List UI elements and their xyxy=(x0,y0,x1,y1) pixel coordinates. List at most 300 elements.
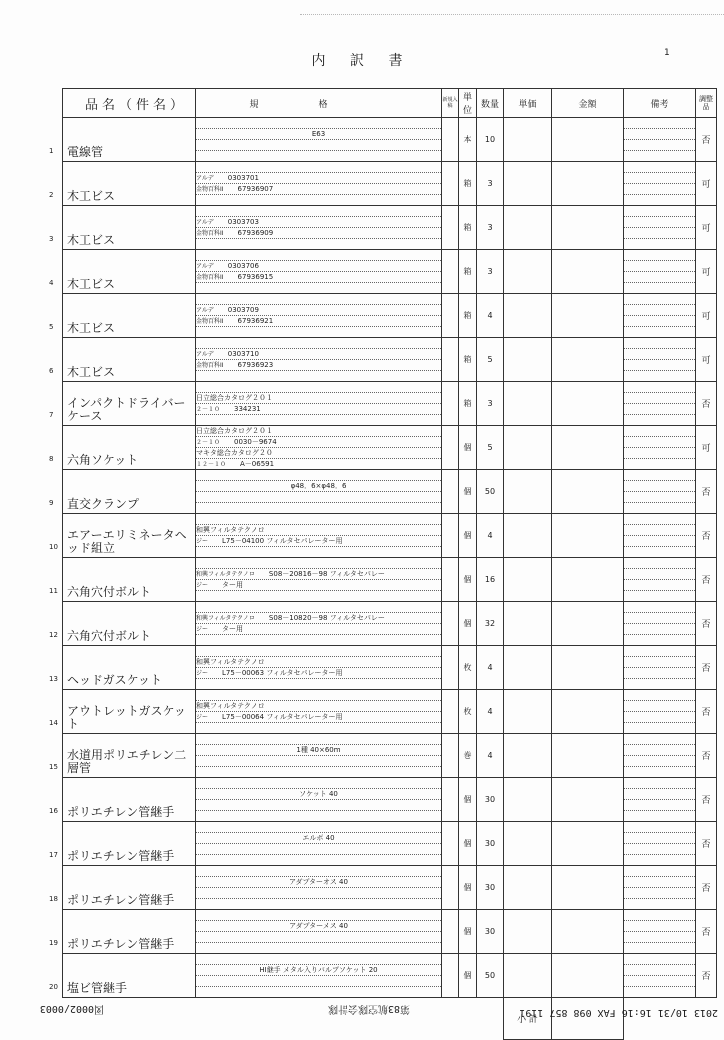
item-name-cell xyxy=(49,206,196,250)
qty-cell: 4 xyxy=(477,646,504,690)
item-name-cell xyxy=(49,426,196,470)
amount-cell xyxy=(552,206,624,250)
spec-cell xyxy=(196,206,442,250)
remarks-line xyxy=(624,118,695,129)
new-flag-cell xyxy=(442,602,459,646)
unit-price-cell xyxy=(504,778,552,822)
amount-cell xyxy=(552,558,624,602)
row-number: 2 xyxy=(49,191,54,199)
remarks-cell xyxy=(624,514,696,558)
page-title: 内 訳 書 xyxy=(311,53,413,69)
remarks-line xyxy=(624,965,695,976)
new-flag-cell xyxy=(442,470,459,514)
spec-line xyxy=(196,987,441,997)
remarks-line xyxy=(624,877,695,888)
spec-maker: アルデ xyxy=(196,307,214,314)
amount-cell xyxy=(552,866,624,910)
spec-line xyxy=(196,206,441,217)
qty-cell: 4 xyxy=(477,734,504,778)
remarks-line xyxy=(624,294,695,305)
remarks-line xyxy=(624,492,695,503)
qty-cell: 30 xyxy=(477,822,504,866)
unit-price-cell xyxy=(504,250,552,294)
spec-code: 67936915 xyxy=(237,273,274,281)
new-flag-cell xyxy=(442,162,459,206)
spec-code: 0303703 xyxy=(227,218,259,226)
spec-line xyxy=(196,569,441,580)
spec-line xyxy=(196,327,441,337)
remarks-line xyxy=(624,800,695,811)
adjust-cell: 可 xyxy=(696,294,717,338)
amount-cell xyxy=(552,426,624,470)
row-number: 17 xyxy=(49,851,58,859)
item-name-cell xyxy=(49,250,196,294)
adjust-cell: 可 xyxy=(696,162,717,206)
spec-cell xyxy=(196,646,442,690)
remarks-line xyxy=(624,767,695,777)
qty-cell: 30 xyxy=(477,910,504,954)
unit-price-cell xyxy=(504,866,552,910)
remarks-cell xyxy=(624,162,696,206)
new-flag-cell xyxy=(442,382,459,426)
row-number: 19 xyxy=(49,939,58,947)
row-number: 9 xyxy=(49,499,54,507)
unit-price-cell xyxy=(504,558,552,602)
item-name-cell xyxy=(49,514,196,558)
col-header-unit: 単位 xyxy=(459,89,477,118)
spec-line: アダプターメス 40 xyxy=(196,921,441,932)
row-number: 14 xyxy=(49,719,58,727)
spec-code: 0303710 xyxy=(227,350,259,358)
qty-cell: 30 xyxy=(477,778,504,822)
unit-cell: 個 xyxy=(459,866,477,910)
new-flag-cell xyxy=(442,954,459,998)
unit-cell: 枚 xyxy=(459,646,477,690)
item-name: 水道用ポリエチレン二層管 xyxy=(67,748,187,775)
spec-cell xyxy=(196,690,442,734)
remarks-line xyxy=(624,657,695,668)
remarks-line xyxy=(624,338,695,349)
spec-cell xyxy=(196,910,442,954)
spec-cell xyxy=(196,250,442,294)
qty-cell: 30 xyxy=(477,866,504,910)
item-name: インパクトドライバーケース xyxy=(67,396,186,423)
table-row xyxy=(63,382,717,426)
remarks-line xyxy=(624,195,695,205)
table-row xyxy=(63,910,717,954)
table-row xyxy=(63,250,717,294)
adjust-cell: 否 xyxy=(696,558,717,602)
fax-timestamp: 2013 10/31 16:16 FAX 098 857 1191 xyxy=(519,1007,718,1018)
qty-cell: 3 xyxy=(477,162,504,206)
remarks-line xyxy=(624,712,695,723)
spec-code: 0303706 xyxy=(227,262,259,270)
col-header-spec: 規格 xyxy=(196,89,442,118)
remarks-line xyxy=(624,305,695,316)
unit-cell: 個 xyxy=(459,954,477,998)
spec-line xyxy=(196,910,441,921)
item-name: 木工ビス xyxy=(67,321,116,335)
col-header-new: 新規入稿 xyxy=(442,89,459,118)
spec-maker: ジー xyxy=(196,670,209,677)
item-name-cell xyxy=(49,910,196,954)
spec-line xyxy=(196,591,441,601)
spec-line: 日立総合カタログ２０１ xyxy=(196,393,441,404)
spec-line xyxy=(196,800,441,811)
unit-cell: 個 xyxy=(459,778,477,822)
spec-code: ター用 xyxy=(222,581,244,589)
unit-cell: 個 xyxy=(459,558,477,602)
new-flag-cell xyxy=(442,118,459,162)
spec-line xyxy=(196,635,441,645)
remarks-line xyxy=(624,217,695,228)
table-row xyxy=(63,426,717,470)
spec-code: 67936907 xyxy=(237,185,274,193)
remarks-line xyxy=(624,976,695,987)
spec-line xyxy=(196,690,441,701)
remarks-line xyxy=(624,558,695,569)
remarks-line xyxy=(624,690,695,701)
unit-price-cell xyxy=(504,162,552,206)
remarks-cell xyxy=(624,602,696,646)
spec-line xyxy=(196,943,441,953)
remarks-line xyxy=(624,283,695,293)
fax-page-count: 図0002/0003 xyxy=(39,1003,104,1014)
remarks-line xyxy=(624,239,695,249)
remarks-line xyxy=(624,415,695,425)
spec-line xyxy=(196,250,441,261)
spec-line xyxy=(196,173,441,184)
item-name-cell xyxy=(49,822,196,866)
remarks-line xyxy=(624,943,695,953)
remarks-line xyxy=(624,173,695,184)
remarks-line xyxy=(624,360,695,371)
new-flag-cell xyxy=(442,690,459,734)
remarks-line xyxy=(624,679,695,689)
remarks-line xyxy=(624,162,695,173)
row-number: 18 xyxy=(49,895,58,903)
table-row xyxy=(63,206,717,250)
item-name-cell xyxy=(49,734,196,778)
page-number: 1 xyxy=(664,48,670,58)
spec-maker: 金物百科II xyxy=(196,274,224,281)
row-number: 15 xyxy=(49,763,58,771)
remarks-line xyxy=(624,701,695,712)
unit-price-cell xyxy=(504,602,552,646)
unit-price-cell xyxy=(504,338,552,382)
item-name: 木工ビス xyxy=(67,233,116,247)
spec-line xyxy=(196,668,441,679)
spec-line: φ48．6×φ48．6 xyxy=(196,481,441,492)
spec-line: E63 xyxy=(196,129,441,140)
spec-line xyxy=(196,470,441,481)
qty-cell: 5 xyxy=(477,338,504,382)
item-name-cell xyxy=(49,118,196,162)
spec-line xyxy=(196,932,441,943)
unit-price-cell xyxy=(504,470,552,514)
new-flag-cell xyxy=(442,910,459,954)
adjust-cell: 否 xyxy=(696,866,717,910)
spec-line: マキタ総合カタログ２０ xyxy=(196,448,441,459)
adjust-cell: 否 xyxy=(696,514,717,558)
spec-line xyxy=(196,503,441,513)
adjust-cell: 可 xyxy=(696,426,717,470)
amount-cell xyxy=(552,470,624,514)
new-flag-cell xyxy=(442,206,459,250)
spec-cell xyxy=(196,734,442,778)
remarks-line xyxy=(624,756,695,767)
spec-line xyxy=(196,140,441,151)
row-number: 1 xyxy=(49,147,54,155)
spec-line: ソケット 40 xyxy=(196,789,441,800)
spec-line xyxy=(196,580,441,591)
unit-price-cell xyxy=(504,690,552,734)
spec-line xyxy=(196,360,441,371)
adjust-cell: 否 xyxy=(696,910,717,954)
item-name: 木工ビス xyxy=(67,277,116,291)
spec-maker: ジー xyxy=(196,626,209,633)
table-body xyxy=(49,118,717,998)
item-name: 塩ビ管継手 xyxy=(67,981,128,995)
spec-cell xyxy=(196,338,442,382)
remarks-line xyxy=(624,184,695,195)
row-number: 10 xyxy=(49,543,58,551)
spec-line xyxy=(196,954,441,965)
spec-line xyxy=(196,624,441,635)
spec-line xyxy=(196,492,441,503)
item-name-cell xyxy=(49,294,196,338)
item-name: ポリエチレン管継手 xyxy=(67,937,175,951)
spec-code: S08－10820－98 フィルタセパレー xyxy=(268,614,385,622)
remarks-line xyxy=(624,151,695,161)
remarks-line xyxy=(624,888,695,899)
adjust-cell: 否 xyxy=(696,602,717,646)
spec-maker: アルデ xyxy=(196,263,214,270)
spec-cell xyxy=(196,470,442,514)
spec-line xyxy=(196,734,441,745)
spec-line xyxy=(196,723,441,733)
amount-cell xyxy=(552,954,624,998)
adjust-cell: 否 xyxy=(696,690,717,734)
spec-line xyxy=(196,217,441,228)
row-number: 13 xyxy=(49,675,58,683)
amount-cell xyxy=(552,602,624,646)
subtotal-label: 小 計 xyxy=(504,998,552,1040)
spec-line xyxy=(196,646,441,657)
spec-line xyxy=(196,415,441,425)
amount-cell xyxy=(552,734,624,778)
amount-cell xyxy=(552,646,624,690)
spec-code: 67936921 xyxy=(237,317,274,325)
amount-cell xyxy=(552,778,624,822)
remarks-line xyxy=(624,822,695,833)
unit-cell: 個 xyxy=(459,602,477,646)
remarks-cell xyxy=(624,382,696,426)
spec-code: ター用 xyxy=(222,625,244,633)
spec-line: HI継手 メタル入りバルブソケット 20 xyxy=(196,965,441,976)
col-header-adjust: 調整品 xyxy=(696,89,717,118)
item-name-cell xyxy=(49,602,196,646)
remarks-line xyxy=(624,327,695,337)
spec-line: アダプターオス 40 xyxy=(196,877,441,888)
remarks-line xyxy=(624,547,695,557)
spec-cell xyxy=(196,822,442,866)
adjust-cell: 否 xyxy=(696,470,717,514)
spec-line: 1種 40×60m xyxy=(196,745,441,756)
row-number: 4 xyxy=(49,279,54,287)
spec-code: L75－00064 フィルタセパレーター用 xyxy=(222,713,343,721)
item-name: アウトレットガスケット xyxy=(67,704,186,731)
item-name-cell xyxy=(49,470,196,514)
row-number: 12 xyxy=(49,631,58,639)
spec-code: S08－20816－98 フィルタセパレー xyxy=(268,570,385,578)
remarks-cell xyxy=(624,866,696,910)
row-number: 7 xyxy=(49,411,54,419)
qty-cell: 3 xyxy=(477,250,504,294)
amount-cell xyxy=(552,910,624,954)
adjust-cell: 可 xyxy=(696,338,717,382)
row-number: 5 xyxy=(49,323,54,331)
unit-cell: 本 xyxy=(459,118,477,162)
remarks-line xyxy=(624,954,695,965)
adjust-cell: 否 xyxy=(696,734,717,778)
amount-cell xyxy=(552,250,624,294)
spec-code: 0030－9674 xyxy=(234,438,277,446)
spec-code: 67936923 xyxy=(237,361,274,369)
spec-code: 0303701 xyxy=(227,174,259,182)
unit-cell: 箱 xyxy=(459,162,477,206)
remarks-line xyxy=(624,481,695,492)
adjust-cell: 否 xyxy=(696,954,717,998)
spec-line xyxy=(196,712,441,723)
spec-line: 和興フィルタテクノロ xyxy=(196,525,441,536)
remarks-line xyxy=(624,624,695,635)
col-header-unit-price: 単価 xyxy=(504,89,552,118)
spec-cell xyxy=(196,382,442,426)
remarks-line xyxy=(624,569,695,580)
table-row xyxy=(63,690,717,734)
spec-line xyxy=(196,316,441,327)
item-name: 木工ビス xyxy=(67,365,116,379)
unit-price-cell xyxy=(504,382,552,426)
spec-code: 67936909 xyxy=(237,229,274,237)
remarks-cell xyxy=(624,470,696,514)
spec-maker: ジー xyxy=(196,538,209,545)
breakdown-table xyxy=(49,88,717,1040)
col-header-qty: 数量 xyxy=(477,89,504,118)
new-flag-cell xyxy=(442,558,459,602)
new-flag-cell xyxy=(442,426,459,470)
spec-line xyxy=(196,756,441,767)
table-row xyxy=(63,866,717,910)
spec-line xyxy=(196,239,441,249)
col-header-remarks: 備考 xyxy=(624,89,696,118)
new-flag-cell xyxy=(442,294,459,338)
adjust-cell: 否 xyxy=(696,778,717,822)
spec-line xyxy=(196,382,441,393)
remarks-line xyxy=(624,140,695,151)
qty-cell: 32 xyxy=(477,602,504,646)
unit-price-cell xyxy=(504,118,552,162)
adjust-cell: 否 xyxy=(696,822,717,866)
item-name-cell xyxy=(49,866,196,910)
spec-code: 0303709 xyxy=(227,306,259,314)
item-name-cell xyxy=(49,558,196,602)
remarks-line xyxy=(624,371,695,381)
remarks-line xyxy=(624,987,695,997)
spec-line xyxy=(196,855,441,865)
remarks-cell xyxy=(624,118,696,162)
item-name-cell xyxy=(49,162,196,206)
spec-line: 日立総合カタログ２０１ xyxy=(196,426,441,437)
spec-maker: 金物百科II xyxy=(196,318,224,325)
table-row xyxy=(63,822,717,866)
table-header-row xyxy=(63,89,717,118)
col-header-name: 品名（件名） xyxy=(63,89,196,118)
spec-line xyxy=(196,514,441,525)
unit-price-cell xyxy=(504,426,552,470)
unit-cell: 箱 xyxy=(459,250,477,294)
row-number: 11 xyxy=(49,587,58,595)
remarks-line xyxy=(624,448,695,459)
table-row xyxy=(63,118,717,162)
remarks-cell xyxy=(624,690,696,734)
spec-cell xyxy=(196,558,442,602)
unit-price-cell xyxy=(504,910,552,954)
remarks-line xyxy=(624,745,695,756)
remarks-line xyxy=(624,932,695,943)
qty-cell: 4 xyxy=(477,514,504,558)
unit-price-cell xyxy=(504,646,552,690)
remarks-line xyxy=(624,393,695,404)
remarks-cell xyxy=(624,250,696,294)
table-row xyxy=(63,778,717,822)
item-name: ポリエチレン管継手 xyxy=(67,893,175,907)
remarks-line xyxy=(624,349,695,360)
spec-code: A－06591 xyxy=(240,460,275,468)
remarks-cell xyxy=(624,734,696,778)
remarks-cell xyxy=(624,910,696,954)
spec-code: L75－00063 フィルタセパレーター用 xyxy=(222,669,343,677)
remarks-line xyxy=(624,833,695,844)
spec-cell xyxy=(196,118,442,162)
spec-maker: アルデ xyxy=(196,351,214,358)
spec-line xyxy=(196,778,441,789)
spec-line xyxy=(196,349,441,360)
spec-line xyxy=(196,899,441,909)
spec-code: 334231 xyxy=(234,405,261,413)
spec-line xyxy=(196,888,441,899)
unit-price-cell xyxy=(504,294,552,338)
item-name: 電線管 xyxy=(67,145,104,159)
remarks-line xyxy=(624,613,695,624)
amount-cell xyxy=(552,514,624,558)
table-row xyxy=(63,162,717,206)
spec-maker: 和興フィルタテクノロ xyxy=(196,615,255,622)
table-row xyxy=(63,646,717,690)
fax-sender: 第83航空隊会計隊 xyxy=(327,1003,410,1014)
remarks-line xyxy=(624,459,695,469)
spec-line xyxy=(196,338,441,349)
spec-maker: ２－１０ xyxy=(196,406,221,413)
qty-cell: 4 xyxy=(477,294,504,338)
remarks-cell xyxy=(624,294,696,338)
unit-cell: 個 xyxy=(459,470,477,514)
remarks-line xyxy=(624,250,695,261)
item-name: エアーエリミネータヘッド組立 xyxy=(67,528,187,555)
unit-cell: 個 xyxy=(459,426,477,470)
spec-line xyxy=(196,547,441,557)
